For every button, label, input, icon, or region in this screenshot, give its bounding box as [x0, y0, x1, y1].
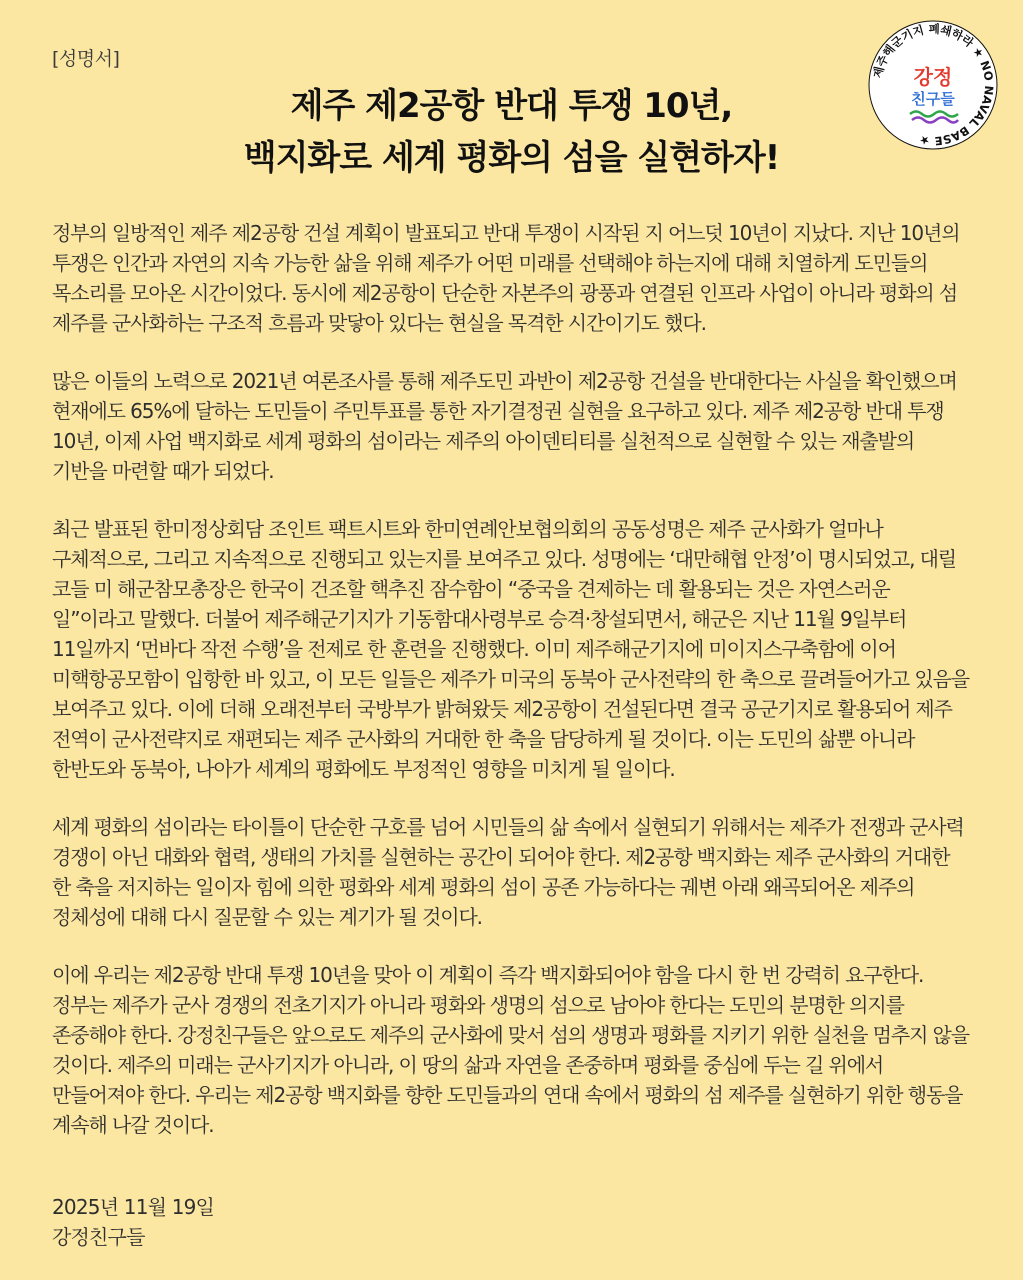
statement-body: [52, 218, 972, 1168]
statement-date: 2025년 11월 19일: [52, 1195, 215, 1219]
logo-ring-text: 제주해군기지 폐쇄하라 ★ NO NAVAL BASE ★: [870, 21, 997, 149]
paragraph-2: 많은 이들의 노력으로 2021년 여론조사를 통해 제주도민 과반이 제2공항 건설을 반대한다는 사실을 확인했으며 현재에도 65%에 달하는 도민들이 주민투표를 통한 자기결정권 실현을 요구하고 있다. 제주 제2공항 반대 투쟁 10년, 이제 사업 백지화로 세계 평화의 섬이라는 제주의 아이덴티티를 실천적으로 실현할 수 있는 재출발의 기반을 마련할 때가 되었다.: [52, 369, 957, 483]
gangjeong-friends-logo: [866, 18, 1000, 152]
title-line-2: 백지화로 세계 평화의 섬을 실현하자!: [243, 138, 780, 178]
title-line-1: 제주 제2공항 반대 투쟁 10년,: [290, 86, 733, 126]
paragraph-4: 세계 평화의 섬이라는 타이틀이 단순한 구호를 넘어 시민들의 삶 속에서 실현되기 위해서는 제주가 전쟁과 군사력 경쟁이 아닌 대화와 협력, 생태의 가치를 실현하는 공간이 되어야 한다. 제2공항 백지화는 제주 군사화의 거대한 한 축을 저지하는 일이자 힘에 의한 평화와 세계 평화의 섬이 공존 가능하다는 궤변 아래 왜곡되어온 제주의 정체성에 대해 다시 질문할 수 있는 계기가 될 것이다.: [52, 815, 964, 929]
paragraph-1: 정부의 일방적인 제주 제2공항 건설 계획이 발표되고 반대 투쟁이 시작된 지 어느덧 10년이 지났다. 지난 10년의 투쟁은 인간과 자연의 지속 가능한 삶을 위해 제주가 어떤 미래를 선택해야 하는지에 대해 치열하게 도민들의 목소리를 모아온 시간이었다. 동시에 제2공항이 단순한 자본주의 광풍과 연결된 인프라 사업이 아니라 평화의 섬 제주를 군사화하는 구조적 흐름과 맞닿아 있다는 현실을 목격한 시간이기도 했다.: [52, 221, 960, 335]
document-type-tag: [성명서]: [52, 48, 120, 70]
paragraph-3: 최근 발표된 한미정상회담 조인트 팩트시트와 한미연례안보협의회의 공동성명은 제주 군사화가 얼마나 구체적으로, 그리고 지속적으로 진행되고 있는지를 보여주고 있다. 성명에는 ‘대만해협 안정’이 명시되었고, 대릴 코들 미 해군참모총장은 한국이 건조할 핵추진 잠수함이 “중국을 견제하는 데 활용되는 것은 자연스러운 일”이라고 말했다. 더불어 제주해군기지가 기동함대사령부로 승격·창설되면서, 해군은 지난 11월 9일부터 11일까지 ‘먼바다 작전 수행’을 전제로 한 훈련을 진행했다. 이미 제주해군기지에 미이지스구축함에 이어 미핵항공모함이 입항한 바 있고, 이 모든 일들은 제주가 미국의 동북아 군사전략의 한 축으로 끌려들어가고 있음을 보여주고 있다. 이에 더해 오래전부터 국방부가 밝혀왔듯 제2공항이 건설된다면 결국 공군기지로 활용되어 제주 전역이 군사전략지로 재편되는 제주 군사화의 거대한 한 축을 담당하게 될 것이다. 이는 도민의 삶뿐 아니라 한반도와 동북아, 나아가 세계의 평화에도 부정적인 영향을 미치게 될 일이다.: [52, 517, 969, 781]
signature-name: 강정친구들: [52, 1225, 145, 1249]
logo-center-line-1: 강정: [913, 65, 953, 89]
logo-center-line-2: 친구들: [911, 90, 955, 108]
signature-block: [52, 1192, 214, 1252]
paragraph-5: 이에 우리는 제2공항 반대 투쟁 10년을 맞아 이 계획이 즉각 백지화되어야 함을 다시 한 번 강력히 요구한다. 정부는 제주가 군사 경쟁의 전초기지가 아니라 평화와 생명의 섬으로 남아야 한다는 도민의 분명한 의지를 존중해야 한다. 강정친구들은 앞으로도 제주의 군사화에 맞서 섬의 생명과 평화를 지키기 위한 실천을 멈추지 않을 것이다. 제주의 미래는 군사기지가 아니라, 이 땅의 삶과 자연을 존중하며 평화를 중심에 두는 길 위에서 만들어져야 한다. 우리는 제2공항 백지화를 향한 도민들과의 연대 속에서 평화의 섬 제주를 실현하기 위한 행동을 계속해 나갈 것이다.: [52, 963, 969, 1137]
